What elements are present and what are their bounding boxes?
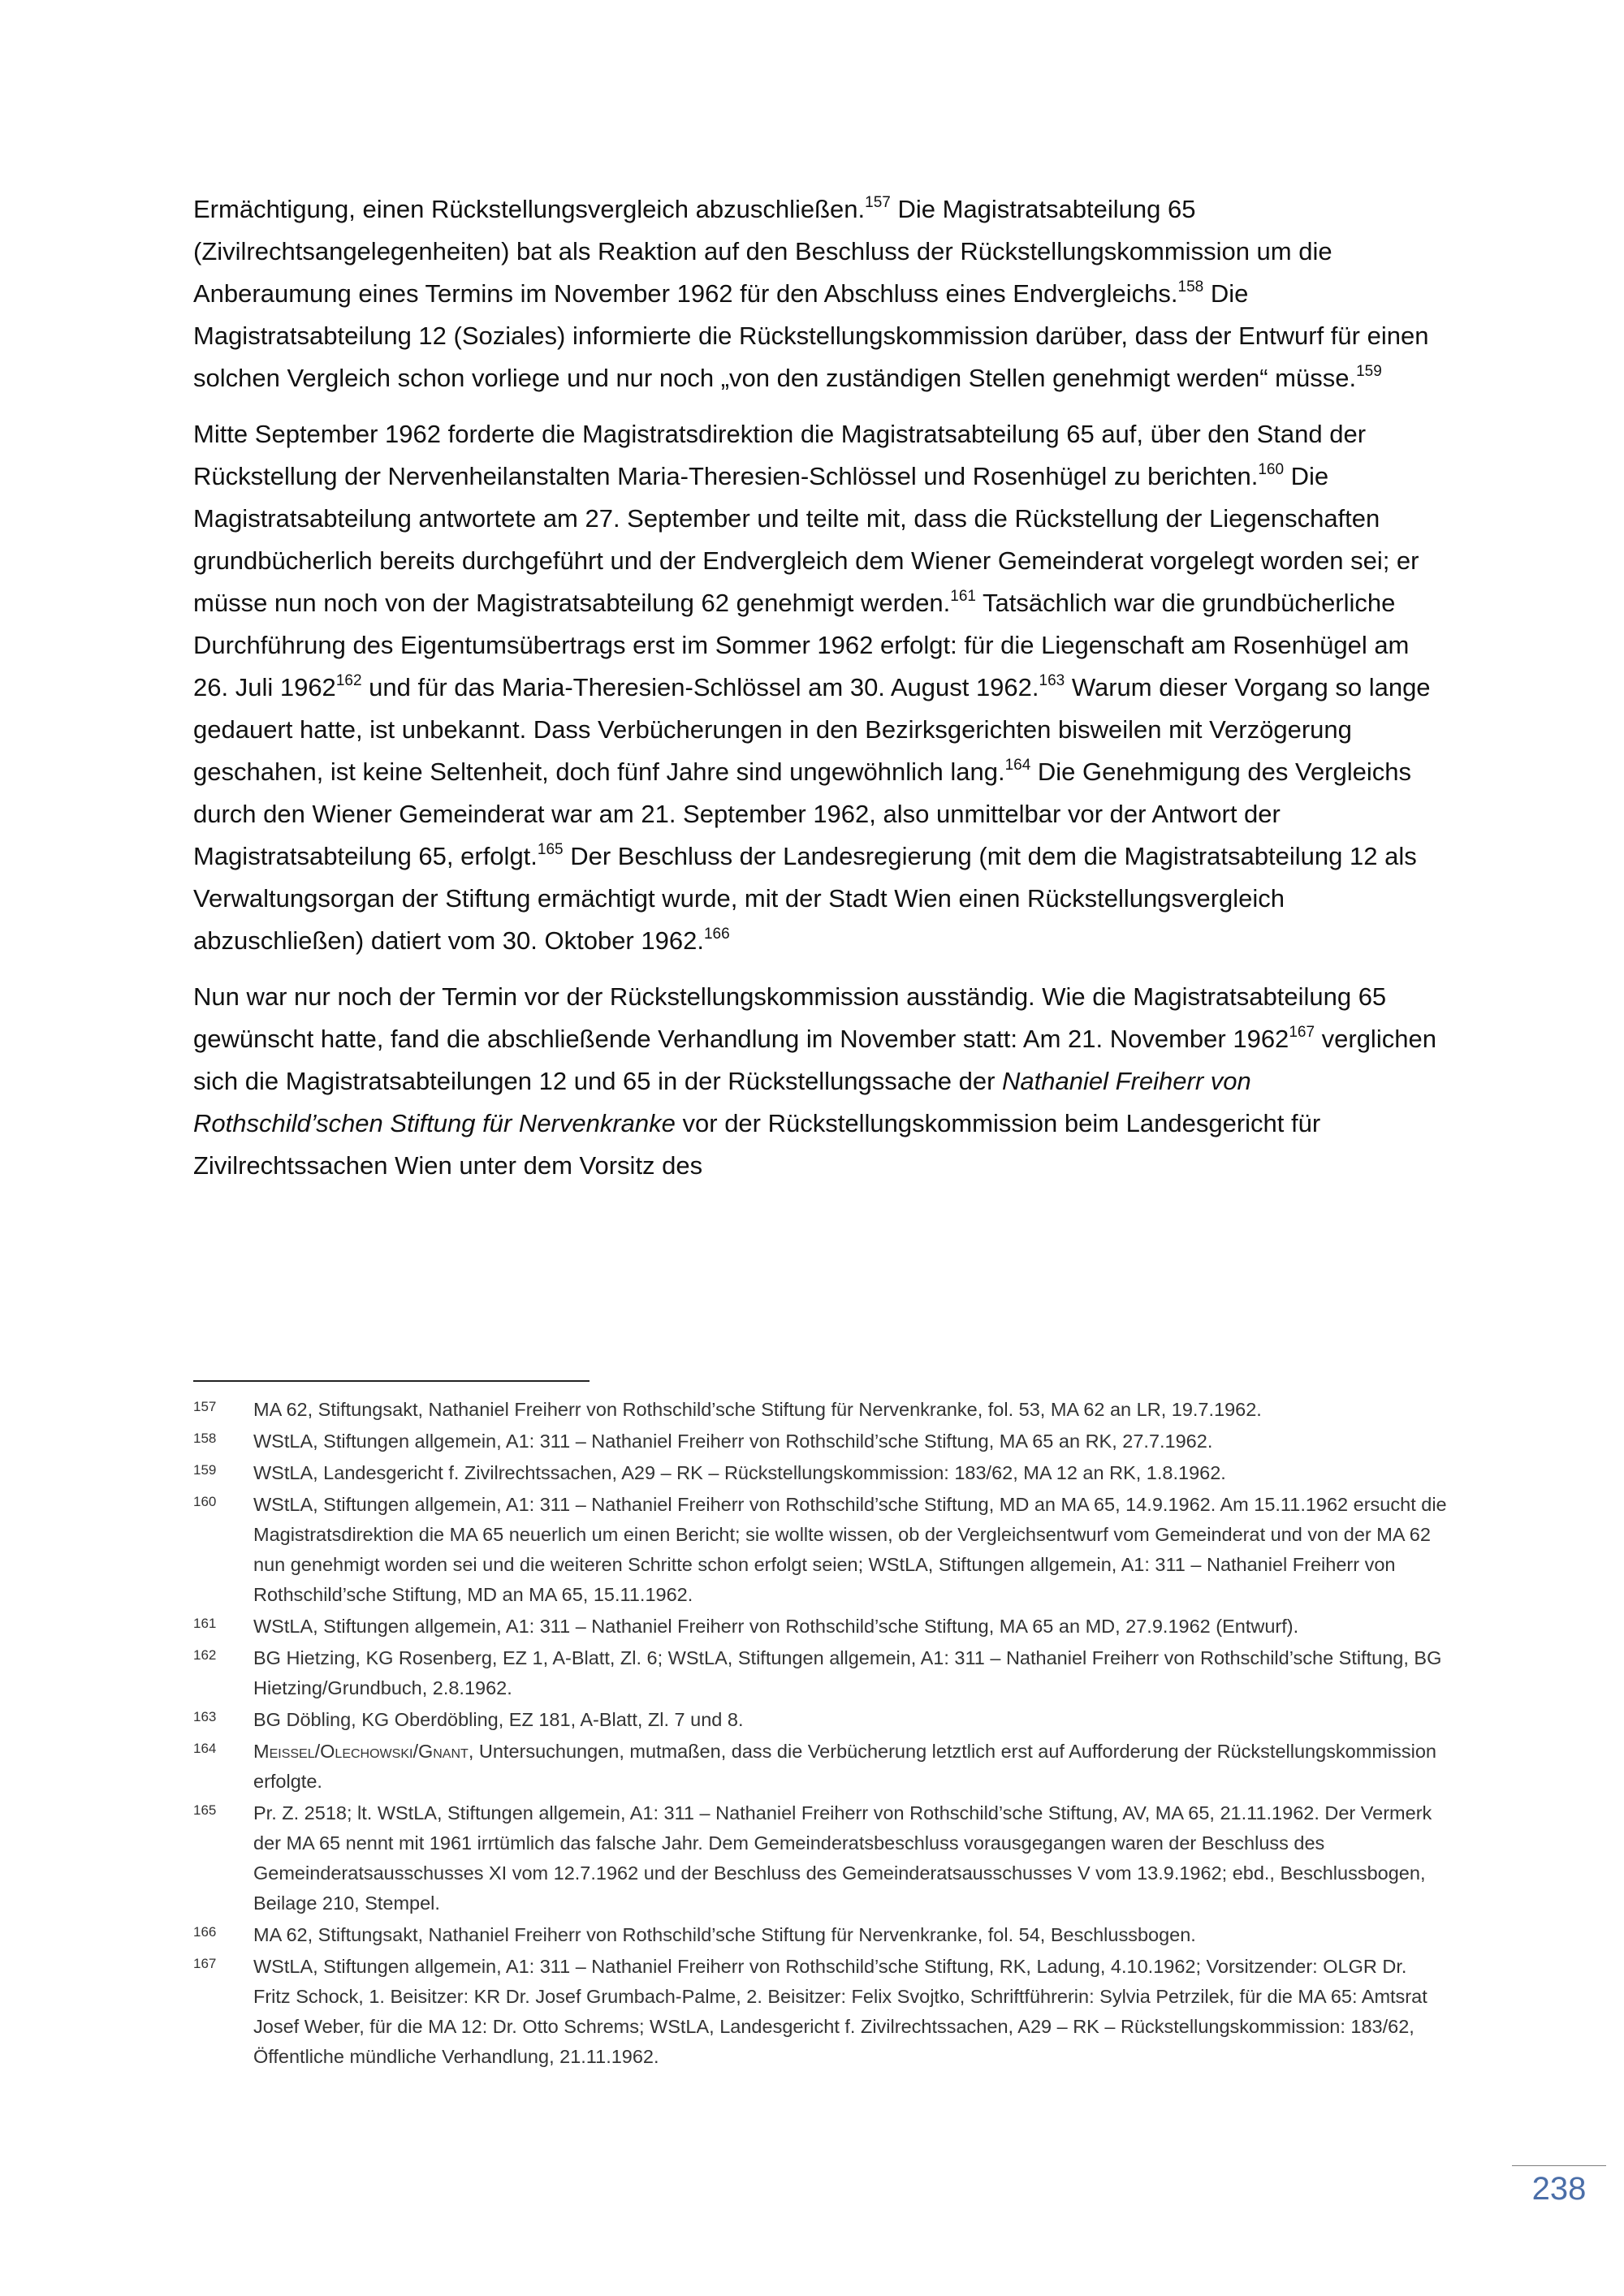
text-run: , Untersuchungen, mutmaßen, dass die Verbücherung letztlich erst auf Aufforderung der Rückstellungskommission erfolgte. bbox=[253, 1741, 1436, 1792]
text-run: Die Magistratsabteilung 12 (Soziales) informierte die Rückstellungskommission darüber, dass der Entwurf für einen solchen Vergleich schon vorliege und nur noch „von den zuständigen Stellen genehmigt werden“ müsse. bbox=[193, 279, 1429, 392]
text-run: MA 62, Stiftungsakt, Nathaniel Freiherr von Rothschild’sche Stiftung für Nervenkranke, fol. 54, Beschlussbogen. bbox=[253, 1924, 1196, 1945]
text-run: vor der Rückstellungskommission beim Landesgericht für Zivilrechtssachen Wien unter dem Vorsitz des bbox=[193, 1109, 1321, 1180]
footnote-161 bbox=[193, 1612, 1448, 1642]
footnote-reference[interactable]: 159 bbox=[1356, 363, 1382, 380]
text-run: WStLA, Stiftungen allgemein, A1: 311 – Nathaniel Freiherr von Rothschild’sche Stiftung, MA 65 an RK, 27.7.1962. bbox=[253, 1431, 1213, 1452]
text-run: verglichen sich die Magistratsabteilungen 12 und 65 in der Rückstellungssache der bbox=[193, 1025, 1436, 1095]
footnote-number: 160 bbox=[193, 1494, 217, 1509]
italic-text: Nathaniel Freiherr von Rothschild’schen Stiftung für Nervenkranke bbox=[193, 1067, 1251, 1137]
footnotes bbox=[193, 1395, 1448, 2074]
footnote-167 bbox=[193, 1952, 1448, 2072]
text-run: / bbox=[412, 1741, 418, 1762]
text-run: Ermächtigung, einen Rückstellungsvergleich abzuschließen. bbox=[193, 195, 866, 223]
text-run: WStLA, Stiftungen allgemein, A1: 311 – Nathaniel Freiherr von Rothschild’sche Stiftung, MD an MA 65, 14.9.1962. Am 15.11.1962 ersucht die Magistratsdirektion die MA 65 neuerlich um einen Bericht; sie wollte wissen, ob der Vergleichsentwurf vom Gemeinderat und von der MA 62 nun genehmigt worden sei und die weiteren Schritte schon erfolgt seien; WStLA, Stiftungen allgemein, A1: 311 – Nathaniel Freiherr von Rothschild’sche Stiftung, MD an MA 65, 15.11.1962. bbox=[253, 1494, 1447, 1605]
text-run: Die Magistratsabteilung antwortete am 27. September und teilte mit, dass die Rückstellung der Liegenschaften grundbücherlich bereits durchgeführt und der Endvergleich dem Wiener Gemeinderat vorgelegt worden sei; er müsse nun noch von der Magistratsabteilung 62 genehmigt werden. bbox=[193, 462, 1419, 617]
text-run: MA 62, Stiftungsakt, Nathaniel Freiherr von Rothschild’sche Stiftung für Nervenkranke, fol. 53, MA 62 an LR, 19.7.1962. bbox=[253, 1399, 1262, 1420]
footnote-163 bbox=[193, 1705, 1448, 1735]
footnote-157 bbox=[193, 1395, 1448, 1425]
text-run: Die Magistratsabteilung 65 (Zivilrechtsangelegenheiten) bat als Reaktion auf den Beschluss der Rückstellungskommission um die Anberaumung eines Termins im November 1962 für den Abschluss eines Endvergleichs. bbox=[193, 195, 1332, 308]
footnote-159 bbox=[193, 1458, 1448, 1488]
footnote-number: 162 bbox=[193, 1647, 217, 1663]
footnote-number: 164 bbox=[193, 1741, 217, 1756]
footnote-162 bbox=[193, 1643, 1448, 1703]
footnote-number: 167 bbox=[193, 1956, 217, 1971]
text-run: WStLA, Stiftungen allgemein, A1: 311 – Nathaniel Freiherr von Rothschild’sche Stiftung, RK, Ladung, 4.10.1962; Vorsitzender: OLGR Dr. Fritz Schock, 1. Beisitzer: KR Dr. Josef Grumbach-Palme, 2. Beisitzer: Felix Svojtko, Schriftführerin: Sylvia Petrzilek, für die MA 65: Amtsrat Josef Weber, für die MA 12: Dr. Otto Schrems; WStLA, Landesgericht f. Zivilrechtssachen, A29 – RK – Rückstellungskommission: 183/62, Öffentliche mündliche Verhandlung, 21.11.1962. bbox=[253, 1956, 1427, 2067]
footnote-reference[interactable]: 161 bbox=[950, 588, 976, 605]
text-run: Tatsächlich war die grundbücherliche Durchführung des Eigentumsübertrags erst im Sommer 1962 erfolgt: für die Liegenschaft am Rosenhügel am 26. Juli 1962 bbox=[193, 589, 1410, 701]
footnote-166 bbox=[193, 1920, 1448, 1950]
text-run: BG Döbling, KG Oberdöbling, EZ 181, A-Blatt, Zl. 7 und 8. bbox=[253, 1709, 744, 1730]
author-name: Meissel bbox=[253, 1741, 315, 1762]
footnote-separator bbox=[193, 1380, 590, 1382]
footnote-reference[interactable]: 166 bbox=[703, 926, 730, 943]
footnote-165 bbox=[193, 1798, 1448, 1918]
footnote-number: 157 bbox=[193, 1399, 217, 1414]
footnote-158 bbox=[193, 1426, 1448, 1457]
footnote-reference[interactable]: 164 bbox=[1004, 757, 1031, 774]
text-run: Der Beschluss der Landesregierung (mit dem die Magistratsabteilung 12 als Verwaltungsorgan der Stiftung ermächtigt wurde, mit der Stadt Wien einen Rückstellungsvergleich abzuschließen) datiert vom 30. Oktober 1962. bbox=[193, 842, 1417, 955]
text-run: und für das Maria-Theresien-Schlössel am 30. August 1962. bbox=[361, 673, 1039, 701]
text-run: Warum dieser Vorgang so lange gedauert hatte, ist unbekannt. Dass Verbücherungen in den Bezirksgerichten bisweilen mit Verzögerung geschahen, ist keine Seltenheit, doch fünf Jahre sind ungewöhnlich lang. bbox=[193, 673, 1431, 786]
footnote-reference[interactable]: 160 bbox=[1258, 461, 1285, 478]
page-number: 238 bbox=[1531, 2171, 1587, 2207]
footnote-number: 161 bbox=[193, 1616, 217, 1631]
footnote-164 bbox=[193, 1737, 1448, 1797]
text-run: Die Genehmigung des Vergleichs durch den Wiener Gemeinderat war am 21. September 1962, also unmittelbar vor der Antwort der Magistratsabteilung 65, erfolgt. bbox=[193, 757, 1412, 870]
footnote-reference[interactable]: 158 bbox=[1177, 278, 1204, 296]
author-name: Olechowski bbox=[320, 1741, 413, 1762]
text-run: WStLA, Landesgericht f. Zivilrechtssachen, A29 – RK – Rückstellungskommission: 183/62, MA 12 an RK, 1.8.1962. bbox=[253, 1462, 1226, 1483]
text-run: Mitte September 1962 forderte die Magistratsdirektion die Magistratsabteilung 65 auf, über den Stand der Rückstellung der Nervenheilanstalten Maria-Theresien-Schlössel und Rosenhügel zu berichten. bbox=[193, 420, 1367, 490]
text-run: Pr. Z. 2518; lt. WStLA, Stiftungen allgemein, A1: 311 – Nathaniel Freiherr von Rothschild’sche Stiftung, AV, MA 65, 21.11.1962. Der Vermerk der MA 65 nennt mit 1961 irrtümlich das falsche Jahr. Dem Gemeinderatsbeschluss vorausgegangen waren der Beschluss des Gemeinderatsausschusses XI vom 12.7.1962 und der Beschluss des Gemeinderatsausschusses V vom 13.9.1962; ebd., Beschlussbogen, Beilage 210, Stempel. bbox=[253, 1802, 1432, 1914]
footnote-reference[interactable]: 157 bbox=[865, 194, 891, 211]
footnote-reference[interactable]: 167 bbox=[1289, 1024, 1315, 1041]
footnote-number: 163 bbox=[193, 1709, 217, 1724]
footnote-reference[interactable]: 162 bbox=[335, 672, 362, 689]
paragraph bbox=[193, 976, 1444, 1187]
footnote-160 bbox=[193, 1490, 1448, 1610]
text-run: / bbox=[314, 1741, 321, 1762]
author-name: Gnant bbox=[417, 1741, 469, 1762]
paragraph bbox=[193, 413, 1444, 962]
text-run: Nun war nur noch der Termin vor der Rückstellungskommission ausständig. Wie die Magistratsabteilung 65 gewünscht hatte, fand die abschließende Verhandlung im November statt: Am 21. November 1962 bbox=[193, 982, 1387, 1053]
text-run: BG Hietzing, KG Rosenberg, EZ 1, A-Blatt, Zl. 6; WStLA, Stiftungen allgemein, A1: 311 – Nathaniel Freiherr von Rothschild’sche Stiftung, BG Hietzing/Grundbuch, 2.8.1962. bbox=[253, 1647, 1442, 1698]
footnote-number: 159 bbox=[193, 1462, 217, 1478]
footnote-number: 166 bbox=[193, 1924, 217, 1940]
footnote-number: 158 bbox=[193, 1431, 217, 1446]
page-number-rule bbox=[1512, 2165, 1606, 2166]
paragraph bbox=[193, 188, 1444, 399]
text-run: WStLA, Stiftungen allgemein, A1: 311 – Nathaniel Freiherr von Rothschild’sche Stiftung, MA 65 an MD, 27.9.1962 (Entwurf). bbox=[253, 1616, 1299, 1637]
footnote-number: 165 bbox=[193, 1802, 217, 1818]
footnote-reference[interactable]: 163 bbox=[1039, 672, 1065, 689]
footnote-reference[interactable]: 165 bbox=[537, 841, 564, 858]
body-text bbox=[193, 188, 1444, 1201]
